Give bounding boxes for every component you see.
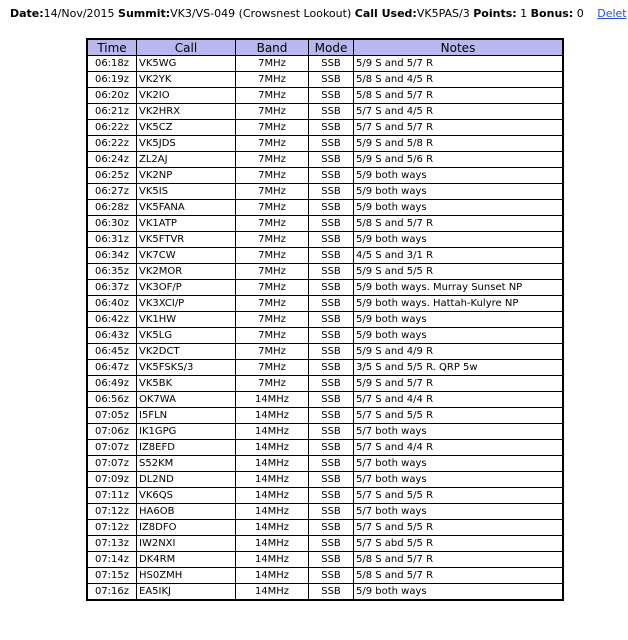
cell-notes: 5/8 S and 5/7 R	[354, 216, 564, 232]
table-row	[87, 360, 563, 376]
cell-call: OK7WA	[137, 392, 236, 408]
cell-notes: 5/9 both ways	[354, 232, 564, 248]
column-header-band: Band	[236, 39, 309, 56]
table-row	[87, 88, 563, 104]
cell-mode: SSB	[309, 72, 354, 88]
table-row	[87, 328, 563, 344]
cell-call: VK1ATP	[137, 216, 236, 232]
table-row	[87, 168, 563, 184]
cell-time: 07:05z	[87, 408, 137, 424]
cell-time: 06:40z	[87, 296, 137, 312]
cell-call: HA6OB	[137, 504, 236, 520]
cell-band: 14MHz	[236, 584, 309, 601]
cell-call: I5FLN	[137, 408, 236, 424]
cell-mode: SSB	[309, 216, 354, 232]
table-row	[87, 296, 563, 312]
cell-mode: SSB	[309, 360, 354, 376]
cell-time: 06:25z	[87, 168, 137, 184]
cell-mode: SSB	[309, 408, 354, 424]
cell-time: 06:47z	[87, 360, 137, 376]
cell-time: 06:37z	[87, 280, 137, 296]
cell-band: 14MHz	[236, 440, 309, 456]
cell-time: 07:11z	[87, 488, 137, 504]
cell-band: 7MHz	[236, 344, 309, 360]
cell-call: VK5JDS	[137, 136, 236, 152]
cell-band: 7MHz	[236, 216, 309, 232]
contacts-table	[86, 38, 564, 601]
table-header-row	[87, 39, 563, 56]
cell-time: 07:07z	[87, 456, 137, 472]
cell-time: 06:31z	[87, 232, 137, 248]
cell-notes: 5/7 S and 4/4 R	[354, 440, 564, 456]
cell-notes: 3/5 S and 5/5 R. QRP 5w	[354, 360, 564, 376]
cell-mode: SSB	[309, 312, 354, 328]
cell-band: 14MHz	[236, 520, 309, 536]
cell-band: 7MHz	[236, 72, 309, 88]
cell-call: VK3OF/P	[137, 280, 236, 296]
cell-time: 06:18z	[87, 56, 137, 72]
cell-time: 06:22z	[87, 120, 137, 136]
cell-band: 14MHz	[236, 424, 309, 440]
summit-label: Summit:	[118, 7, 171, 20]
table-row	[87, 488, 563, 504]
cell-time: 07:12z	[87, 520, 137, 536]
cell-time: 06:35z	[87, 264, 137, 280]
cell-call: VK1HW	[137, 312, 236, 328]
column-header-mode: Mode	[309, 39, 354, 56]
delete-link[interactable]: Delet	[597, 7, 627, 20]
cell-band: 7MHz	[236, 376, 309, 392]
cell-call: VK7CW	[137, 248, 236, 264]
cell-band: 7MHz	[236, 296, 309, 312]
cell-time: 07:07z	[87, 440, 137, 456]
cell-notes: 5/8 S and 4/5 R	[354, 72, 564, 88]
cell-band: 14MHz	[236, 568, 309, 584]
cell-notes: 5/9 S and 5/7 R	[354, 376, 564, 392]
table-row	[87, 584, 563, 601]
cell-band: 7MHz	[236, 56, 309, 72]
cell-band: 7MHz	[236, 152, 309, 168]
cell-time: 06:19z	[87, 72, 137, 88]
cell-call: EA5IKJ	[137, 584, 236, 601]
cell-notes: 5/7 S and 5/5 R	[354, 520, 564, 536]
column-header-notes: Notes	[354, 39, 564, 56]
points-value: 1	[520, 7, 528, 20]
cell-band: 7MHz	[236, 312, 309, 328]
call-used-label: Call Used:	[354, 7, 417, 20]
cell-time: 06:42z	[87, 312, 137, 328]
cell-time: 06:34z	[87, 248, 137, 264]
cell-call: IZ8EFD	[137, 440, 236, 456]
cell-time: 07:09z	[87, 472, 137, 488]
cell-time: 06:49z	[87, 376, 137, 392]
table-row	[87, 408, 563, 424]
cell-call: VK2DCT	[137, 344, 236, 360]
cell-band: 14MHz	[236, 536, 309, 552]
cell-notes: 5/8 S and 5/7 R	[354, 88, 564, 104]
cell-notes: 5/9 both ways	[354, 184, 564, 200]
cell-notes: 5/7 both ways	[354, 456, 564, 472]
table-row	[87, 568, 563, 584]
cell-mode: SSB	[309, 88, 354, 104]
cell-mode: SSB	[309, 552, 354, 568]
cell-band: 14MHz	[236, 392, 309, 408]
cell-notes: 5/9 both ways	[354, 584, 564, 601]
cell-band: 7MHz	[236, 264, 309, 280]
cell-mode: SSB	[309, 184, 354, 200]
cell-call: VK2MOR	[137, 264, 236, 280]
cell-time: 06:21z	[87, 104, 137, 120]
cell-mode: SSB	[309, 248, 354, 264]
table-row	[87, 552, 563, 568]
cell-notes: 5/7 S and 5/5 R	[354, 488, 564, 504]
cell-call: VK5LG	[137, 328, 236, 344]
cell-call: VK2HRX	[137, 104, 236, 120]
cell-notes: 5/9 both ways	[354, 168, 564, 184]
cell-band: 14MHz	[236, 408, 309, 424]
cell-mode: SSB	[309, 280, 354, 296]
cell-band: 7MHz	[236, 248, 309, 264]
table-row	[87, 152, 563, 168]
table-row	[87, 440, 563, 456]
cell-band: 7MHz	[236, 328, 309, 344]
points-label: Points:	[473, 7, 517, 20]
cell-call: VK5FSKS/3	[137, 360, 236, 376]
cell-band: 14MHz	[236, 504, 309, 520]
cell-notes: 5/9 both ways	[354, 200, 564, 216]
cell-notes: 5/8 S and 5/7 R	[354, 568, 564, 584]
summit-value: VK3/VS-049 (Crowsnest Lookout)	[170, 7, 352, 20]
table-row	[87, 200, 563, 216]
cell-band: 14MHz	[236, 456, 309, 472]
cell-mode: SSB	[309, 344, 354, 360]
cell-mode: SSB	[309, 136, 354, 152]
table-row	[87, 120, 563, 136]
cell-notes: 5/9 both ways. Hattah-Kulyre NP	[354, 296, 564, 312]
cell-mode: SSB	[309, 56, 354, 72]
table-row	[87, 72, 563, 88]
cell-call: IW2NXI	[137, 536, 236, 552]
cell-mode: SSB	[309, 504, 354, 520]
table-row	[87, 280, 563, 296]
cell-band: 7MHz	[236, 104, 309, 120]
cell-call: VK2IO	[137, 88, 236, 104]
summary-header	[10, 7, 627, 20]
cell-band: 7MHz	[236, 88, 309, 104]
cell-call: IZ8DFO	[137, 520, 236, 536]
cell-call: VK5BK	[137, 376, 236, 392]
table-body	[87, 56, 563, 601]
cell-call: VK5FTVR	[137, 232, 236, 248]
column-header-time: Time	[87, 39, 137, 56]
cell-notes: 5/9 S and 5/6 R	[354, 152, 564, 168]
cell-time: 07:15z	[87, 568, 137, 584]
cell-band: 14MHz	[236, 552, 309, 568]
cell-time: 06:43z	[87, 328, 137, 344]
cell-time: 06:22z	[87, 136, 137, 152]
table-row	[87, 56, 563, 72]
cell-notes: 5/9 both ways. Murray Sunset NP	[354, 280, 564, 296]
cell-mode: SSB	[309, 472, 354, 488]
cell-band: 7MHz	[236, 168, 309, 184]
cell-notes: 5/7 S abd 5/5 R	[354, 536, 564, 552]
cell-band: 14MHz	[236, 472, 309, 488]
cell-mode: SSB	[309, 264, 354, 280]
cell-call: VK3XCI/P	[137, 296, 236, 312]
table-row	[87, 248, 563, 264]
cell-notes: 5/7 S and 4/4 R	[354, 392, 564, 408]
cell-mode: SSB	[309, 328, 354, 344]
cell-mode: SSB	[309, 168, 354, 184]
table-row	[87, 392, 563, 408]
bonus-label: Bonus:	[530, 7, 574, 20]
cell-time: 07:13z	[87, 536, 137, 552]
cell-call: VK5FANA	[137, 200, 236, 216]
cell-time: 06:30z	[87, 216, 137, 232]
cell-band: 7MHz	[236, 360, 309, 376]
call-used-value: VK5PAS/3	[416, 7, 470, 20]
table-row	[87, 520, 563, 536]
table-row	[87, 536, 563, 552]
cell-band: 7MHz	[236, 120, 309, 136]
cell-mode: SSB	[309, 488, 354, 504]
cell-notes: 5/7 both ways	[354, 424, 564, 440]
cell-mode: SSB	[309, 424, 354, 440]
table-row	[87, 504, 563, 520]
date-label: Date:	[10, 7, 44, 20]
cell-mode: SSB	[309, 392, 354, 408]
cell-time: 07:12z	[87, 504, 137, 520]
table-row	[87, 104, 563, 120]
cell-call: VK5IS	[137, 184, 236, 200]
cell-mode: SSB	[309, 200, 354, 216]
cell-mode: SSB	[309, 152, 354, 168]
cell-notes: 5/9 both ways	[354, 312, 564, 328]
cell-time: 06:28z	[87, 200, 137, 216]
cell-notes: 5/8 S and 5/7 R	[354, 552, 564, 568]
cell-notes: 5/9 S and 5/5 R	[354, 264, 564, 280]
column-header-call: Call	[137, 39, 236, 56]
cell-mode: SSB	[309, 568, 354, 584]
cell-time: 07:16z	[87, 584, 137, 601]
cell-time: 07:14z	[87, 552, 137, 568]
cell-notes: 5/7 both ways	[354, 504, 564, 520]
cell-band: 7MHz	[236, 232, 309, 248]
cell-band: 14MHz	[236, 488, 309, 504]
cell-mode: SSB	[309, 232, 354, 248]
bonus-value: 0	[576, 7, 584, 20]
cell-notes: 5/7 S and 5/7 R	[354, 120, 564, 136]
cell-call: DK4RM	[137, 552, 236, 568]
cell-call: VK2YK	[137, 72, 236, 88]
cell-notes: 5/7 S and 4/5 R	[354, 104, 564, 120]
cell-call: HS0ZMH	[137, 568, 236, 584]
cell-call: S52KM	[137, 456, 236, 472]
cell-notes: 5/7 both ways	[354, 472, 564, 488]
cell-call: VK6QS	[137, 488, 236, 504]
cell-call: VK2NP	[137, 168, 236, 184]
cell-mode: SSB	[309, 120, 354, 136]
cell-call: ZL2AJ	[137, 152, 236, 168]
table-row	[87, 456, 563, 472]
cell-mode: SSB	[309, 104, 354, 120]
table-row	[87, 376, 563, 392]
cell-mode: SSB	[309, 296, 354, 312]
cell-band: 7MHz	[236, 200, 309, 216]
cell-time: 07:06z	[87, 424, 137, 440]
cell-notes: 5/9 S and 4/9 R	[354, 344, 564, 360]
table-row	[87, 424, 563, 440]
cell-band: 7MHz	[236, 280, 309, 296]
table-row	[87, 472, 563, 488]
table-row	[87, 264, 563, 280]
cell-call: VK5WG	[137, 56, 236, 72]
cell-mode: SSB	[309, 584, 354, 601]
cell-notes: 4/5 S and 3/1 R	[354, 248, 564, 264]
cell-notes: 5/7 S and 5/5 R	[354, 408, 564, 424]
table-row	[87, 216, 563, 232]
cell-time: 06:27z	[87, 184, 137, 200]
cell-call: VK5CZ	[137, 120, 236, 136]
cell-notes: 5/9 S and 5/8 R	[354, 136, 564, 152]
cell-notes: 5/9 S and 5/7 R	[354, 56, 564, 72]
cell-mode: SSB	[309, 440, 354, 456]
cell-mode: SSB	[309, 520, 354, 536]
cell-notes: 5/9 both ways	[354, 328, 564, 344]
cell-time: 06:56z	[87, 392, 137, 408]
cell-band: 7MHz	[236, 184, 309, 200]
cell-time: 06:45z	[87, 344, 137, 360]
cell-time: 06:20z	[87, 88, 137, 104]
cell-mode: SSB	[309, 376, 354, 392]
table-row	[87, 344, 563, 360]
cell-call: IK1GPG	[137, 424, 236, 440]
cell-mode: SSB	[309, 536, 354, 552]
cell-band: 7MHz	[236, 136, 309, 152]
cell-mode: SSB	[309, 456, 354, 472]
table-row	[87, 184, 563, 200]
table-row	[87, 232, 563, 248]
cell-time: 06:24z	[87, 152, 137, 168]
date-value: 14/Nov/2015	[43, 7, 115, 20]
cell-call: DL2ND	[137, 472, 236, 488]
table-row	[87, 312, 563, 328]
table-row	[87, 136, 563, 152]
